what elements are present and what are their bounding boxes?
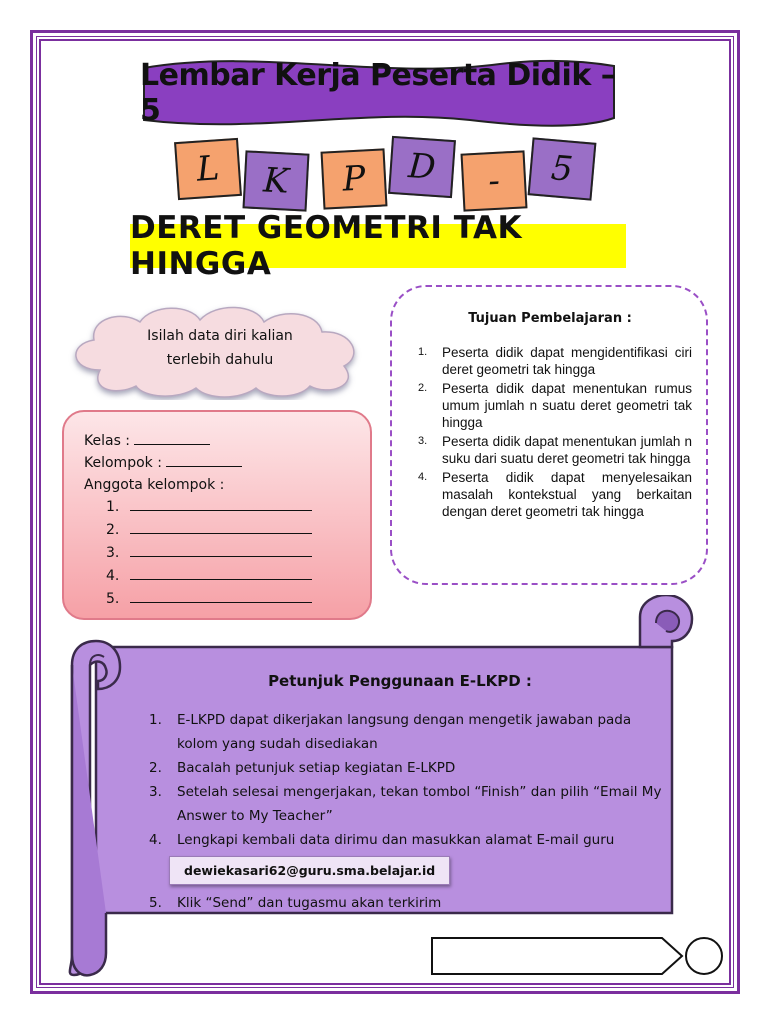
title-banner <box>140 54 618 132</box>
letter-tile-k: K <box>243 150 310 211</box>
list-item <box>145 780 665 828</box>
list-item-number: 2. <box>149 760 162 776</box>
list-item-number: 1. <box>149 712 162 728</box>
member-number: 4. <box>106 568 120 584</box>
next-arrow-icon[interactable] <box>432 938 682 974</box>
cloud-text <box>60 324 380 372</box>
learning-goals-title: Tujuan Pembelajaran : <box>468 311 632 326</box>
member-field[interactable] <box>130 565 312 580</box>
learning-goals-box <box>390 285 708 585</box>
anggota-label: Anggota kelompok : <box>84 477 225 493</box>
learning-goals-list <box>408 344 692 520</box>
instructions-list <box>145 708 665 852</box>
list-item-number: 2. <box>418 382 428 394</box>
list-item-text: Lengkapi kembali data dirimu dan masukkan alamat E-mail guru <box>177 832 615 848</box>
list-item-text: Peserta didik dapat mengidentifikasi ciri deret geometri tak hingga <box>442 345 692 377</box>
member-number: 5. <box>106 591 120 607</box>
list-item-text: Klik “Send” dan tugasmu akan terkirim <box>177 895 442 911</box>
instructions-title: Petunjuk Penggunaan E-LKPD : <box>268 672 532 690</box>
list-item <box>145 891 665 915</box>
member-row <box>84 565 370 588</box>
instructions-list-continued <box>145 891 665 915</box>
list-item <box>408 433 692 467</box>
member-number: 1. <box>106 499 120 515</box>
kelas-row <box>84 430 370 452</box>
list-item <box>145 756 665 780</box>
cloud-line-1: Isilah data diri kalian <box>147 328 293 344</box>
list-item-number: 4. <box>418 471 428 483</box>
next-navigation[interactable] <box>430 936 730 976</box>
list-item-text: Bacalah petunjuk setiap kegiatan E-LKPD <box>177 760 456 776</box>
topic-title: DERET GEOMETRI TAK HINGGA <box>130 224 626 268</box>
list-item-text: Setelah selesai mengerjakan, tekan tombol “Finish” dan pilih “Email My Answer to My Teacher” <box>177 784 662 824</box>
list-item-number: 4. <box>149 832 162 848</box>
identity-form <box>62 410 372 620</box>
list-item-number: 5. <box>149 895 162 911</box>
member-field[interactable] <box>130 519 312 534</box>
letter-tile-d: D <box>388 136 456 198</box>
list-item <box>145 708 665 756</box>
page-title: Lembar Kerja Peserta Didik – 5 <box>140 58 616 128</box>
kelas-field[interactable] <box>134 430 210 445</box>
list-item-text: E-LKPD dapat dikerjakan langsung dengan mengetik jawaban pada kolom yang sudah disediakan <box>177 712 632 752</box>
member-number: 3. <box>106 545 120 561</box>
kelompok-field[interactable] <box>166 452 242 467</box>
member-row <box>84 519 370 542</box>
identity-prompt-cloud <box>60 300 380 400</box>
letter-tile-5: 5 <box>528 137 597 200</box>
teacher-email: dewiekasari62@guru.sma.belajar.id <box>169 856 450 885</box>
list-item-text: Peserta didik dapat menentukan jumlah n suku dari suatu deret geometri tak hingga <box>442 434 692 466</box>
member-row <box>84 542 370 565</box>
letter-tile-l: L <box>174 138 242 200</box>
instructions-content <box>145 672 665 915</box>
kelompok-label: Kelompok : <box>84 455 162 471</box>
next-circle-icon[interactable] <box>686 938 722 974</box>
list-item <box>408 344 692 378</box>
list-item <box>408 469 692 520</box>
member-row <box>84 496 370 519</box>
member-field[interactable] <box>130 496 312 511</box>
kelas-label: Kelas : <box>84 433 131 449</box>
member-number: 2. <box>106 522 120 538</box>
list-item-number: 1. <box>418 346 428 358</box>
list-item <box>408 380 692 431</box>
letter-tile-p: P <box>321 148 388 209</box>
list-item-number: 3. <box>418 435 428 447</box>
letter-tile-dash: - <box>461 150 528 211</box>
list-item-number: 3. <box>149 784 162 800</box>
kelompok-row <box>84 452 370 474</box>
list-item-text: Peserta didik dapat menyelesaikan masalah kontekstual yang berkaitan dengan deret geometri tak hingga <box>442 470 692 519</box>
member-field[interactable] <box>130 542 312 557</box>
list-item <box>145 828 665 852</box>
list-item-text: Peserta didik dapat menentukan rumus umum jumlah n suatu deret geometri tak hingga <box>442 381 692 430</box>
cloud-line-2: terlebih dahulu <box>166 352 274 368</box>
